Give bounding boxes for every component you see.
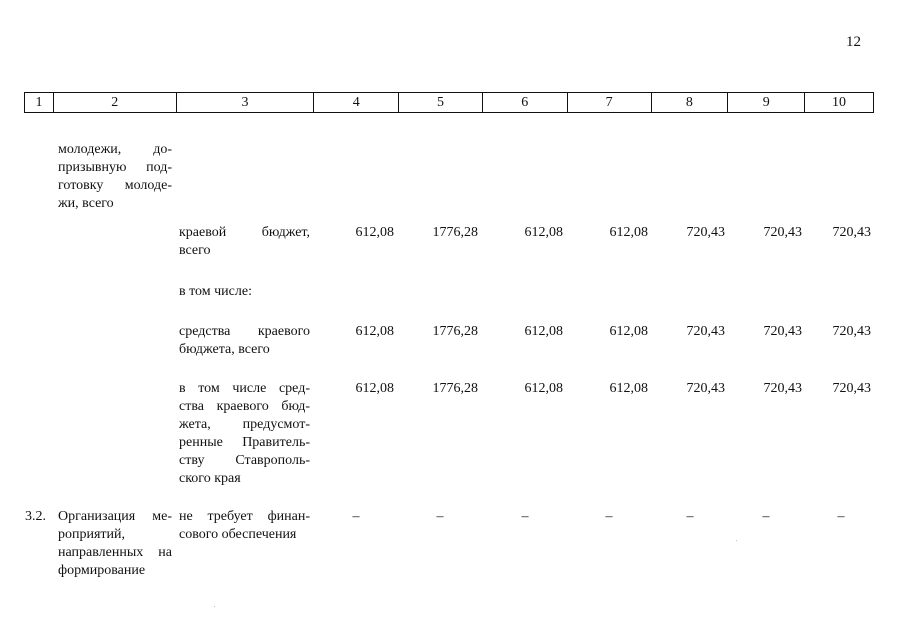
row-label: всего <box>179 243 211 258</box>
row-label: сового обеспечения <box>179 527 297 542</box>
header-col-8: 8 <box>651 93 728 112</box>
value-cell: – <box>521 509 529 524</box>
value-cell: – <box>352 509 360 524</box>
value-cell: 612,08 <box>524 225 563 240</box>
value-cell: 720,43 <box>686 324 725 339</box>
row-label: ренные Правитель- <box>179 435 310 450</box>
text-line: молодежи, до- <box>58 142 172 157</box>
row-label: не требует финан- <box>179 509 310 524</box>
value-cell: 612,08 <box>609 225 648 240</box>
page-number: 12 <box>846 34 861 50</box>
value-cell: 1776,28 <box>432 225 478 240</box>
row-label: ства краевого бюд- <box>179 399 310 414</box>
value-cell: 612,08 <box>524 324 563 339</box>
row-label: жета, предусмот- <box>179 417 310 432</box>
header-col-4: 4 <box>313 93 398 112</box>
row-label: ского края <box>179 471 241 486</box>
text-line: готовку молоде- <box>58 178 172 193</box>
header-col-10: 10 <box>804 93 873 112</box>
scan-speck <box>214 606 215 607</box>
text-line: формирование <box>58 563 146 578</box>
value-cell: 612,08 <box>524 381 563 396</box>
header-col-2: 2 <box>53 93 176 112</box>
value-cell: 720,43 <box>686 225 725 240</box>
scan-speck <box>736 540 737 541</box>
row-label: бюджета, всего <box>179 342 270 357</box>
row-label: краевой бюджет, <box>179 225 310 240</box>
text-line: роприятий, <box>58 527 126 542</box>
header-col-1: 1 <box>35 95 43 110</box>
value-cell: 1776,28 <box>432 324 478 339</box>
header-col-7: 7 <box>567 93 651 112</box>
value-cell: 720,43 <box>686 381 725 396</box>
row-including-label: в том числе: <box>179 284 252 299</box>
header-col-3: 3 <box>176 93 314 112</box>
value-cell: 720,43 <box>832 381 871 396</box>
table-header <box>24 92 874 113</box>
row-number: 3.2. <box>25 509 46 524</box>
value-cell: 612,08 <box>609 324 648 339</box>
value-cell: 720,43 <box>763 324 802 339</box>
value-cell: 612,08 <box>355 324 394 339</box>
row-label: ству Ставрополь- <box>179 453 310 468</box>
row-label: средства краевого <box>179 324 310 339</box>
header-col-9: 9 <box>727 93 804 112</box>
text-line: направленных на <box>58 545 172 560</box>
header-col-5: 5 <box>398 93 482 112</box>
value-cell: – <box>605 509 613 524</box>
value-cell: 612,08 <box>355 225 394 240</box>
text-line: Организация ме- <box>58 509 172 524</box>
value-cell: 720,43 <box>763 381 802 396</box>
value-cell: – <box>762 509 770 524</box>
value-cell: 612,08 <box>609 381 648 396</box>
value-cell: 1776,28 <box>432 381 478 396</box>
value-cell: – <box>686 509 694 524</box>
text-line: призывную под- <box>58 160 172 175</box>
row-label: в том числе сред- <box>179 381 310 396</box>
value-cell: 720,43 <box>832 225 871 240</box>
value-cell: – <box>837 509 845 524</box>
text-line: жи, всего <box>58 196 114 211</box>
value-cell: 612,08 <box>355 381 394 396</box>
value-cell: 720,43 <box>763 225 802 240</box>
header-col-6: 6 <box>482 93 567 112</box>
value-cell: 720,43 <box>832 324 871 339</box>
value-cell: – <box>436 509 444 524</box>
